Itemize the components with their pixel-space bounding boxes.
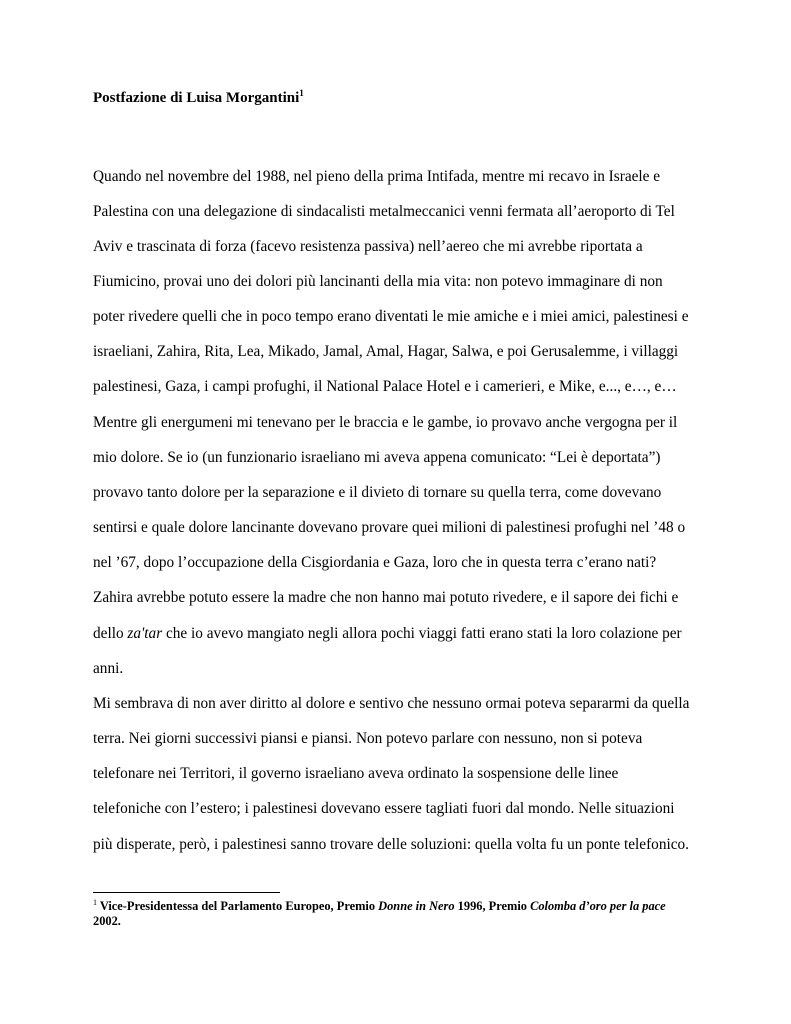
body-line: israeliani, Zahira, Rita, Lea, Mikado, Jamal, Amal, Hagar, Salwa, e poi Gerusalemme, i villaggi [93,343,679,360]
body-line: palestinesi, Gaza, i campi profughi, il National Palace Hotel e i camerieri, e Mike, e..., e…, e… [93,378,677,395]
footnote [93,899,703,929]
body-line: Quando nel novembre del 1988, nel pieno della prima Intifada, mentre mi recavo in Israele e [93,168,661,185]
body-line: Mentre gli energumeni mi tenevano per le braccia e le gambe, io provavo anche vergogna per il [93,414,678,431]
footnote-divider [93,892,280,893]
body-line: più disperate, però, i palestinesi sanno trovare delle soluzioni: quella volta fu un ponte telefonico. [93,836,689,853]
body-line: Palestina con una delegazione di sindacalisti metalmeccanici venni fermata all’aeroporto di Tel [93,203,675,220]
footnote-text: 1996, Premio [454,899,531,913]
body-line: telefoniche con l’estero; i palestinesi dovevano essere tagliati fuori dal mondo. Nelle situazioni [93,800,675,817]
body-line: telefonare nei Territori, il governo israeliano aveva ordinato la sospensione delle linee [93,765,619,782]
body-line: Fiumicino, provai uno dei dolori più lancinanti della mia vita: non potevo immaginare di non [93,273,663,290]
body-line [93,624,682,644]
body-line: provavo tanto dolore per la separazione e il divieto di tornare su quella terra, come dovevano [93,484,662,501]
footnote-marker: 1 [93,897,97,907]
body-line: sentirsi e quale dolore lancinante dovevano provare quei milioni di palestinesi profughi nel ’48 o [93,519,686,536]
body-text-run: dello [93,625,128,642]
italic-term: za'tar [127,625,163,642]
body-line: mio dolore. Se io (un funzionario israeliano mi aveva appena comunicato: “Lei è deportata”) [93,449,661,466]
footnote-reference: 1 [299,88,304,98]
footnote-italic: Colomba d’oro per la pace [530,899,666,913]
footnote-italic: Donne in Nero [378,899,455,913]
body-text-run: che io avevo mangiato negli allora pochi viaggi fatti erano stati la loro colazione per [162,625,682,642]
body-line: terra. Nei giorni successivi piansi e piansi. Non potevo parlare con nessuno, non si poteva [93,730,643,747]
body-line: anni. [93,660,124,677]
footnote-line [93,899,703,914]
page-title [93,90,304,107]
title-text: Postfazione di Luisa Morgantini [93,90,300,106]
body-line: Aviv e trascinata di forza (facevo resistenza passiva) nell’aereo che mi avrebbe riportata a [93,238,643,255]
body-line: Mi sembrava di non aver diritto al dolore e sentivo che nessuno ormai poteva separarmi da quella [93,695,690,712]
body-line: Zahira avrebbe potuto essere la madre che non hanno mai potuto rivedere, e il sapore dei fichi e [93,589,679,606]
footnote-text: Vice-Presidentessa del Parlamento Europeo, Premio [97,899,379,913]
body-line: nel ’67, dopo l’occupazione della Cisgiordania e Gaza, loro che in questa terra c’erano nati? [93,554,657,571]
body-line: poter rivedere quelli che in poco tempo erano diventati le mie amiche e i miei amici, palestinesi e [93,308,689,325]
footnote-line: 2002. [93,914,121,928]
